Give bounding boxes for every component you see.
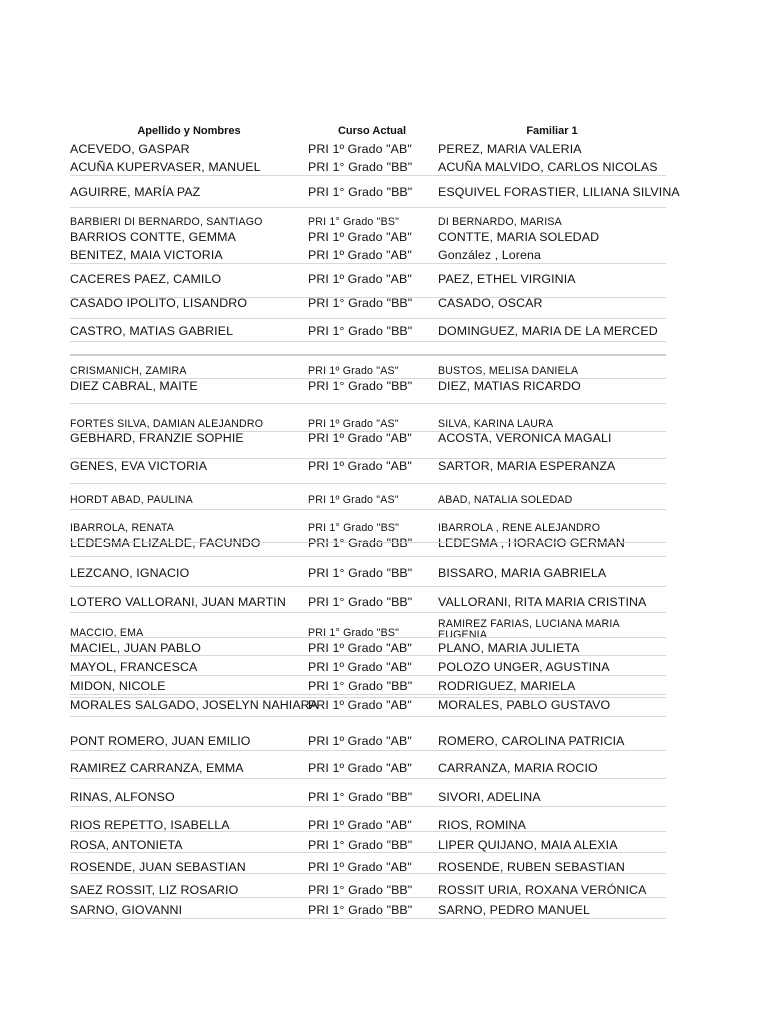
family-member-cell: SILVA, KARINA LAURA <box>438 418 554 430</box>
row-divider <box>70 873 666 874</box>
course-cell: PRI 1º Grado "AB" <box>308 698 412 712</box>
family-member-cell: PAEZ, ETHEL VIRGINIA <box>438 272 576 286</box>
table-row <box>70 565 666 581</box>
row-divider <box>70 831 666 832</box>
table-row <box>70 184 680 200</box>
table-row <box>70 760 666 776</box>
student-name-cell: BARBIERI DI BERNARDO, SANTIAGO <box>70 216 263 228</box>
row-divider <box>70 378 666 379</box>
row-divider <box>70 675 666 676</box>
table-row <box>70 618 666 641</box>
table-row <box>70 837 666 853</box>
student-name-cell: FORTES SILVA, DAMIAN ALEJANDRO <box>70 418 264 430</box>
course-cell: PRI 1º Grado "AB" <box>308 459 412 473</box>
row-divider <box>70 778 666 779</box>
course-cell: PRI 1º Grado "AB" <box>308 272 412 286</box>
student-name-cell: ACEVEDO, GASPAR <box>70 142 190 156</box>
family-member-cell: BISSARO, MARIA GABRIELA <box>438 566 607 580</box>
family-member-cell: MORALES, PABLO GUSTAVO <box>438 698 611 712</box>
family-member-cell: POLOZO UNGER, AGUSTINA <box>438 660 610 674</box>
row-divider <box>70 750 666 751</box>
row-divider <box>70 637 666 638</box>
student-name-cell: ACUÑA KUPERVASER, MANUEL <box>70 160 261 174</box>
family-member-cell: DOMINGUEZ, MARIA DE LA MERCED <box>438 324 658 338</box>
row-divider <box>70 694 666 695</box>
course-cell: PRI 1° Grado "BB" <box>308 595 413 609</box>
course-cell: PRI 1° Grado "BB" <box>308 679 413 693</box>
student-name-cell: PONT ROMERO, JUAN EMILIO <box>70 734 251 748</box>
course-cell: PRI 1º Grado "AB" <box>308 818 412 832</box>
course-cell: PRI 1° Grado "BB" <box>308 536 413 550</box>
row-divider <box>70 697 666 698</box>
course-cell: PRI 1º Grado "AB" <box>308 761 412 775</box>
student-name-cell: CRISMANICH, ZAMIRA <box>70 365 187 377</box>
student-name-cell: BENITEZ, MAIA VICTORIA <box>70 248 223 262</box>
row-divider <box>70 918 666 919</box>
table-row <box>70 141 666 157</box>
family-member-cell: CASADO, OSCAR <box>438 296 543 310</box>
student-name-cell: ROSENDE, JUAN SEBASTIAN <box>70 860 246 874</box>
table-row <box>70 789 666 805</box>
row-divider <box>70 297 666 298</box>
student-name-cell: DIEZ CABRAL, MAITE <box>70 379 198 393</box>
family-member-cell: DIEZ, MATIAS RICARDO <box>438 379 581 393</box>
course-cell: PRI 1º Grado "AS" <box>308 494 399 506</box>
student-name-cell: ROSA, ANTONIETA <box>70 838 183 852</box>
course-cell: PRI 1º Grado "AB" <box>308 641 412 655</box>
course-cell: PRI 1º Grado "AB" <box>308 248 412 262</box>
course-cell: PRI 1º Grado "AS" <box>308 418 399 430</box>
course-cell: PRI 1° Grado "BB" <box>308 160 413 174</box>
student-name-cell: MAYOL, FRANCESCA <box>70 660 198 674</box>
table-row <box>70 323 666 339</box>
table-row <box>70 430 666 446</box>
course-cell: PRI 1° Grado "BS" <box>308 216 400 228</box>
table-row <box>70 640 666 656</box>
table-row <box>70 229 666 245</box>
table-row <box>70 159 666 175</box>
table-row <box>70 678 666 694</box>
table-row <box>70 659 666 675</box>
student-name-cell: RINAS, ALFONSO <box>70 790 175 804</box>
student-name-cell: SAEZ ROSSIT, LIZ ROSARIO <box>70 883 239 897</box>
row-divider <box>70 175 666 176</box>
family-member-cell: ROSENDE, RUBEN SEBASTIAN <box>438 860 625 874</box>
row-divider <box>70 612 666 613</box>
row-divider <box>70 354 666 356</box>
student-name-cell: CASTRO, MATIAS GABRIEL <box>70 324 234 338</box>
table-row <box>70 458 666 474</box>
table-row <box>70 214 666 230</box>
family-member-cell: CONTTE, MARIA SOLEDAD <box>438 230 600 244</box>
student-name-cell: BARRIOS CONTTE, GEMMA <box>70 230 236 244</box>
row-divider <box>70 431 666 432</box>
column-header-family: Familiar 1 <box>526 125 578 137</box>
student-name-cell: MORALES SALGADO, JOSELYN NAHIARA <box>70 698 319 712</box>
table-row <box>70 363 666 379</box>
family-member-cell: SARNO, PEDRO MANUEL <box>438 903 590 917</box>
student-name-cell: GEBHARD, FRANZIE SOPHIE <box>70 431 244 445</box>
family-member-cell: ROSSIT URIA, ROXANA VERÓNICA <box>438 883 647 897</box>
row-divider <box>70 542 666 543</box>
table-row <box>70 520 666 536</box>
family-member-cell: LEDESMA , HORACIO GERMAN <box>438 536 625 550</box>
student-name-cell: RIOS REPETTO, ISABELLA <box>70 818 230 832</box>
row-divider <box>70 586 666 587</box>
column-header-name: Apellido y Nombres <box>137 125 241 137</box>
course-cell: PRI 1° Grado "BB" <box>308 790 413 804</box>
student-name-cell: LEZCANO, IGNACIO <box>70 566 190 580</box>
course-cell: PRI 1° Grado "BS" <box>308 627 400 639</box>
row-divider <box>70 852 666 853</box>
table-row <box>70 882 666 898</box>
course-cell: PRI 1° Grado "BB" <box>308 566 413 580</box>
family-member-cell: ABAD, NATALIA SOLEDAD <box>438 494 573 506</box>
table-row <box>70 594 666 610</box>
row-divider <box>70 556 666 557</box>
course-cell: PRI 1º Grado "AB" <box>308 142 412 156</box>
family-member-cell: RAMIREZ FARIAS, LUCIANA MARIA EUGENIA <box>438 618 620 641</box>
student-name-cell: GENES, EVA VICTORIA <box>70 459 208 473</box>
row-divider <box>70 483 666 484</box>
course-cell: PRI 1° Grado "BS" <box>308 522 400 534</box>
student-name-cell: MIDON, NICOLE <box>70 679 166 693</box>
course-cell: PRI 1º Grado "AS" <box>308 365 399 377</box>
table-row <box>70 247 666 263</box>
student-name-cell: MACIEL, JUAN PABLO <box>70 641 202 655</box>
row-divider <box>70 806 666 807</box>
family-member-cell: RODRIGUEZ, MARIELA <box>438 679 576 693</box>
family-member-cell: DI BERNARDO, MARISA <box>438 216 562 228</box>
table-row <box>70 271 666 287</box>
row-divider <box>70 509 666 510</box>
table-row <box>70 697 666 713</box>
course-cell: PRI 1° Grado "BB" <box>308 883 413 897</box>
student-name-cell: HORDT ABAD, PAULINA <box>70 494 193 506</box>
row-divider <box>70 403 666 404</box>
family-member-cell: González , Lorena <box>438 248 541 262</box>
table-row <box>70 492 666 508</box>
family-member-cell: PLANO, MARIA JULIETA <box>438 641 580 655</box>
course-cell: PRI 1° Grado "BB" <box>308 379 413 393</box>
student-name-cell: SARNO, GIOVANNI <box>70 903 183 917</box>
student-name-cell: LEDESMA ELIZALDE, FACUNDO <box>70 536 261 550</box>
table-row <box>70 902 666 918</box>
course-cell: PRI 1º Grado "AB" <box>308 734 412 748</box>
column-header-course: Curso Actual <box>337 125 407 137</box>
family-member-cell: LIPER QUIJANO, MAIA ALEXIA <box>438 838 618 852</box>
family-member-cell: RIOS, ROMINA <box>438 818 526 832</box>
family-member-cell: ESQUIVEL FORASTIER, LILIANA SILVINA <box>438 185 680 199</box>
family-member-cell: SIVORI, ADELINA <box>438 790 541 804</box>
student-name-cell: MACCIO, EMA <box>70 627 144 639</box>
table-row <box>70 733 666 749</box>
course-cell: PRI 1º Grado "AB" <box>308 860 412 874</box>
course-cell: PRI 1º Grado "AB" <box>308 660 412 674</box>
student-name-cell: CACERES PAEZ, CAMILO <box>70 272 222 286</box>
student-name-cell: AGUIRRE, MARÍA PAZ <box>70 185 201 199</box>
student-name-cell: LOTERO VALLORANI, JUAN MARTIN <box>70 595 286 609</box>
family-member-cell: SARTOR, MARIA ESPERANZA <box>438 459 616 473</box>
row-divider <box>70 318 666 319</box>
row-divider <box>70 207 666 208</box>
row-divider <box>70 341 666 342</box>
family-member-cell: IBARROLA , RENE ALEJANDRO <box>438 522 601 534</box>
row-divider <box>70 655 666 656</box>
row-divider <box>70 263 666 264</box>
table-row <box>70 535 666 551</box>
family-member-cell: BUSTOS, MELISA DANIELA <box>438 365 579 377</box>
student-name-cell: CASADO IPOLITO, LISANDRO <box>70 296 248 310</box>
course-cell: PRI 1° Grado "BB" <box>308 296 413 310</box>
course-cell: PRI 1° Grado "BB" <box>308 838 413 852</box>
family-member-cell: VALLORANI, RITA MARIA CRISTINA <box>438 595 647 609</box>
row-divider <box>70 716 666 717</box>
family-member-cell: ACOSTA, VERONICA MAGALI <box>438 431 612 445</box>
row-divider <box>70 458 666 459</box>
family-member-cell: CARRANZA, MARIA ROCIO <box>438 761 598 775</box>
course-cell: PRI 1º Grado "AB" <box>308 431 412 445</box>
course-cell: PRI 1° Grado "BB" <box>308 324 413 338</box>
row-divider <box>70 897 666 898</box>
family-member-cell: ROMERO, CAROLINA PATRICIA <box>438 734 625 748</box>
course-cell: PRI 1º Grado "AB" <box>308 230 412 244</box>
student-name-cell: RAMIREZ CARRANZA, EMMA <box>70 761 244 775</box>
course-cell: PRI 1° Grado "BB" <box>308 185 413 199</box>
family-member-cell: PEREZ, MARIA VALERIA <box>438 142 582 156</box>
student-name-cell: IBARROLA, RENATA <box>70 522 175 534</box>
course-cell: PRI 1° Grado "BB" <box>308 903 413 917</box>
family-member-cell: ACUÑA MALVIDO, CARLOS NICOLAS <box>438 160 658 174</box>
table-row <box>70 378 666 394</box>
